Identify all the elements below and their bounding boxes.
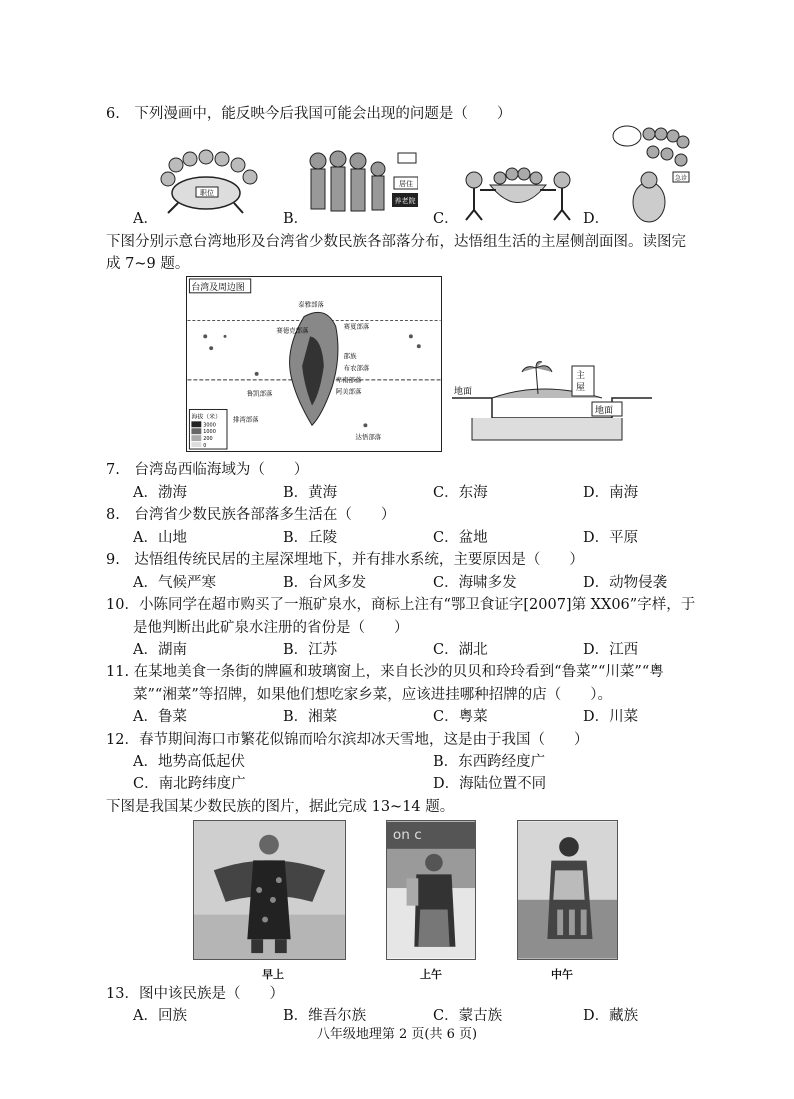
q7-option-d[interactable]: D．南海 [583,485,639,501]
question-10-line-2: 是他判断出此矿泉水注册的省份是（ ） [133,620,409,636]
q12-option-a[interactable]: A．地势高低起伏 [133,754,245,770]
q9-option-c[interactable]: C．海啸多发 [433,575,517,591]
intro-13-14: 下图是我国某少数民族的图片，据此完成 13~14 题。 [106,799,455,815]
cartoon-a-sign: 职位 [200,189,214,197]
question-12-stem: 12．春节期间海口市繁花似锦而哈尔滨却冰天雪地，这是由于我国（ ） [106,732,589,748]
q10-option-b[interactable]: B．江苏 [283,642,338,658]
q7-option-a[interactable]: A．渤海 [133,485,187,501]
q11-option-c[interactable]: C．粤菜 [433,709,488,725]
photo-banner-text: on c [392,827,422,844]
tribe-label-9: 排湾部落 [232,415,259,424]
q13-option-c[interactable]: C．蒙古族 [433,1008,503,1024]
q10-option-a[interactable]: A．湖南 [133,642,187,658]
house-cross-section-diagram [452,358,652,454]
q11-option-b[interactable]: B．湘菜 [283,709,338,725]
q13-option-a[interactable]: A．回族 [133,1008,187,1024]
intro-7-9-line-1: 下图分别示意台湾地形及台湾省少数民族各部落分布，达悟组生活的主屋侧剖面图。读图完 [106,234,686,250]
tribe-label-8: 阿美部落 [335,387,362,396]
q10-option-d[interactable]: D．江西 [583,642,639,658]
cartoon-d-image [609,122,691,224]
question-6-stem: 6. 下列漫画中，能反映今后我国可能会出现的问题是（ ） [106,106,512,122]
q7-option-b[interactable]: B．黄海 [283,485,338,501]
photo-caption-forenoon: 上午 [420,968,442,981]
q7-option-c[interactable]: C．东海 [433,485,488,501]
q13-option-b[interactable]: B．维吾尔族 [283,1008,367,1024]
cartoon-c-image [460,150,576,222]
cartoon-b-sign-2: 养老院 [394,197,416,205]
tribe-label-1: 泰雅部落 [298,300,324,309]
q8-option-d[interactable]: D．平原 [583,530,639,546]
q8-option-b[interactable]: B．丘陵 [283,530,338,546]
tribe-label-6: 鲁凯部落 [246,389,273,398]
house-label-main-line-2: 屋 [576,383,586,393]
q10-option-c[interactable]: C．湖北 [433,642,488,658]
legend-value-2: 1000 [203,429,216,436]
tribe-label-4: 邵族 [343,352,357,361]
question-7-stem: 7. 台湾岛西临海域为（ ） [106,462,309,478]
question-11-line-2: 菜”“湘菜”等招牌，如果他们想吃家乡菜，应该进挂哪种招牌的店（ ）。 [133,687,612,703]
question-9-stem: 9. 达悟组传统民居的主屋深埋地下，并有排水系统，主要原因是（ ） [106,552,584,568]
cartoon-b-sign-1: 居住 [399,180,413,188]
q8-option-a[interactable]: A．山地 [133,530,187,546]
taiwan-map [186,276,442,452]
q12-option-b[interactable]: B．东西跨经度广 [433,754,546,770]
q6-option-b-label[interactable]: B． [283,211,309,227]
house-label-main-line-1: 主 [576,371,586,381]
q12-option-c[interactable]: C．南北跨纬度广 [133,776,246,792]
q9-option-b[interactable]: B．台风多发 [283,575,367,591]
photo-caption-morning: 早上 [262,968,284,981]
intro-7-9-line-2: 成 7~9 题。 [106,256,190,272]
legend-value-1: 3000 [203,422,216,429]
question-11-line-1: 11. 在某地美食一条街的牌匾和玻璃窗上，来自长沙的贝贝和玲玲看到“鲁菜”“川菜”“粤 [106,664,664,680]
photo-caption-noon: 中午 [551,968,573,981]
q11-option-a[interactable]: A．鲁菜 [133,709,187,725]
q12-option-d[interactable]: D．海陆位置不同 [433,776,547,792]
tribe-label-10: 达悟部落 [355,433,382,442]
cartoon-a-image [158,143,263,223]
q8-option-c[interactable]: C．盆地 [433,530,488,546]
question-8-stem: 8. 台湾省少数民族各部落多生活在（ ） [106,507,396,523]
legend-value-4: 0 [203,443,207,450]
page-footer: 八年级地理第 2 页(共 6 页) [316,1027,478,1042]
photo-morning [193,820,346,960]
q6-option-a-label[interactable]: A． [133,211,158,227]
question-10-line-1: 10．小陈同学在超市购买了一瓶矿泉水，商标上注有“鄂卫食证字[2007]第 XX06”字样，于 [106,597,696,613]
cartoon-b-image [306,147,418,221]
q6-option-d-label[interactable]: D． [583,211,610,227]
q9-option-d[interactable]: D．动物侵袭 [583,575,668,591]
question-13-stem: 13．图中该民族是（ ） [106,986,284,1002]
tribe-label-7: 卑南部落 [335,375,362,384]
tribe-label-2: 赛夏部落 [343,322,370,331]
photo-forenoon [386,820,476,960]
house-label-left: 地面 [454,387,473,397]
legend-title: 海拔（米） [191,413,222,421]
legend-value-3: 200 [203,436,213,443]
q13-option-d[interactable]: D．藏族 [583,1008,639,1024]
tribe-label-3: 赛德克部落 [276,326,309,335]
house-label-ground: 地面 [595,406,614,416]
tribe-label-5: 布农部落 [343,363,370,372]
cartoon-d-sign: 急诊 [674,175,688,182]
q11-option-d[interactable]: D．川菜 [583,709,639,725]
q9-option-a[interactable]: A．气候严寒 [133,575,216,591]
map-title: 台湾及周边图 [191,282,245,293]
q6-option-c-label[interactable]: C． [433,211,459,227]
photo-noon [517,820,618,960]
